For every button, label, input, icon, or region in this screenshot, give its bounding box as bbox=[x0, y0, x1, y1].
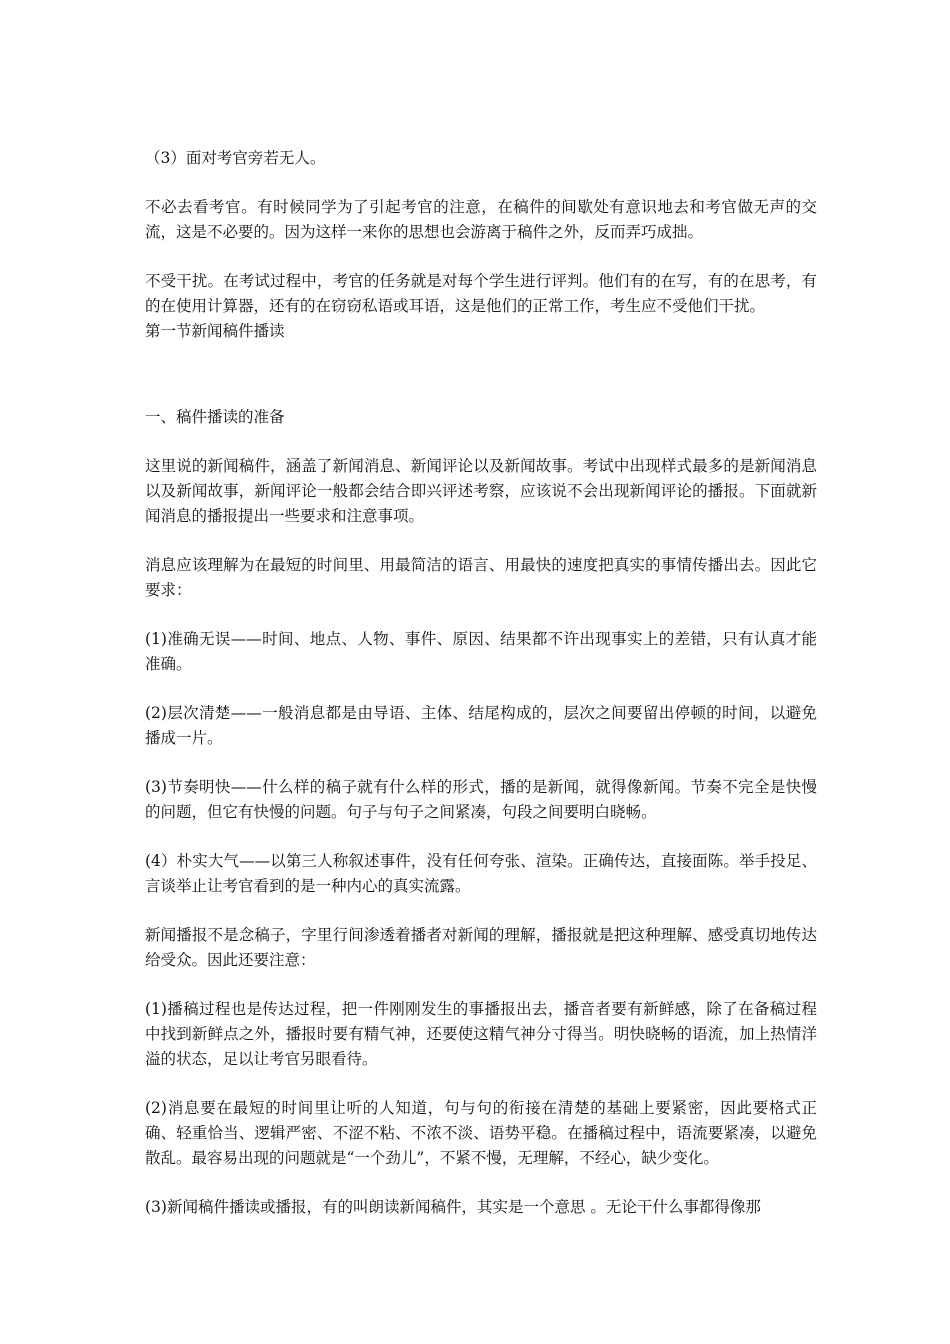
list-item-accurate: (1)准确无误——时间、地点、人物、事件、原因、结果都不许出现事实上的差错，只有认真才能准确。 bbox=[145, 630, 817, 673]
list-item-plain: (4）朴实大气——以第三人称叙述事件，没有任何夸张、渲染。正确传达，直接面陈。举手投足、言谈举止让考官看到的是一种内心的真实流露。 bbox=[145, 852, 817, 895]
list-item-compact: (2)消息要在最短的时间里让听的人知道，句与句的衔接在清楚的基础上要紧密，因此要格式正确、轻重恰当、逻辑严密、不涩不粘、不浓不淡、语势平稳。在播稿过程中，语流要紧凑，以避免散乱。最容易出现的问题就是“一个劲儿”，不紧不慢，无理解，不经心，缺少变化。 bbox=[145, 1099, 817, 1167]
list-item-freshness: (1)播稿过程也是传达过程，把一件刚刚发生的事播报出去，播音者要有新鲜感，除了在备稿过程中找到新鲜点之外，播报时要有精气神，还要使这精气神分寸得当。明快晓畅的语流，加上热情洋溢的状态，足以让考官另眼看待。 bbox=[145, 1000, 817, 1068]
list-item-rhythm: (3)节奏明快——什么样的稿子就有什么样的形式，播的是新闻，就得像新闻。节奏不完全是快慢的问题，但它有快慢的问题。句子与句子之间紧凑，句段之间要明白晓畅。 bbox=[145, 778, 817, 821]
paragraph-news-scope: 这里说的新闻稿件，涵盖了新闻消息、新闻评论以及新闻故事。考试中出现样式最多的是新闻消息以及新闻故事，新闻评论一般都会结合即兴评述考察，应该说不会出现新闻评论的播报。下面就新闻消息的播报提出一些要求和注意事项。 bbox=[145, 457, 817, 525]
list-item-clear-levels: (2)层次清楚——一般消息都是由导语、主体、结尾构成的，层次之间要留出停顿的时间，以避免播成一片。 bbox=[145, 704, 817, 747]
list-item-reading: (3)新闻稿件播读或播报，有的叫朗读新闻稿件，其实是一个意思 。无论干什么事都得像那 bbox=[145, 1198, 761, 1216]
paragraph-item-3-heading: （3）面对考官旁若无人。 bbox=[145, 149, 326, 167]
paragraph-broadcast-notes: 新闻播报不是念稿子，字里行间渗透着播者对新闻的理解，播报就是把这种理解、感受真切地传达给受众。因此还要注意： bbox=[145, 926, 817, 969]
subsection-heading: 一、稿件播读的准备 bbox=[145, 408, 285, 426]
paragraph-message-definition: 消息应该理解为在最短的时间里、用最简洁的语言、用最快的速度把真实的事情传播出去。因此它要求： bbox=[145, 556, 817, 599]
section-heading: 第一节新闻稿件播读 bbox=[145, 322, 285, 340]
document-body bbox=[145, 146, 817, 1220]
paragraph-not-disturbed: 不受干扰。在考试过程中，考官的任务就是对每个学生进行评判。他们有的在写，有的在思考，有的在使用计算器，还有的在窃窃私语或耳语，这是他们的正常工作，考生应不受他们干扰。 bbox=[145, 272, 817, 315]
paragraph-no-need-to-look: 不必去看考官。有时候同学为了引起考官的注意，在稿件的间歇处有意识地去和考官做无声的交流，这是不必要的。因为这样一来你的思想也会游离于稿件之外，反而弄巧成拙。 bbox=[145, 198, 817, 241]
